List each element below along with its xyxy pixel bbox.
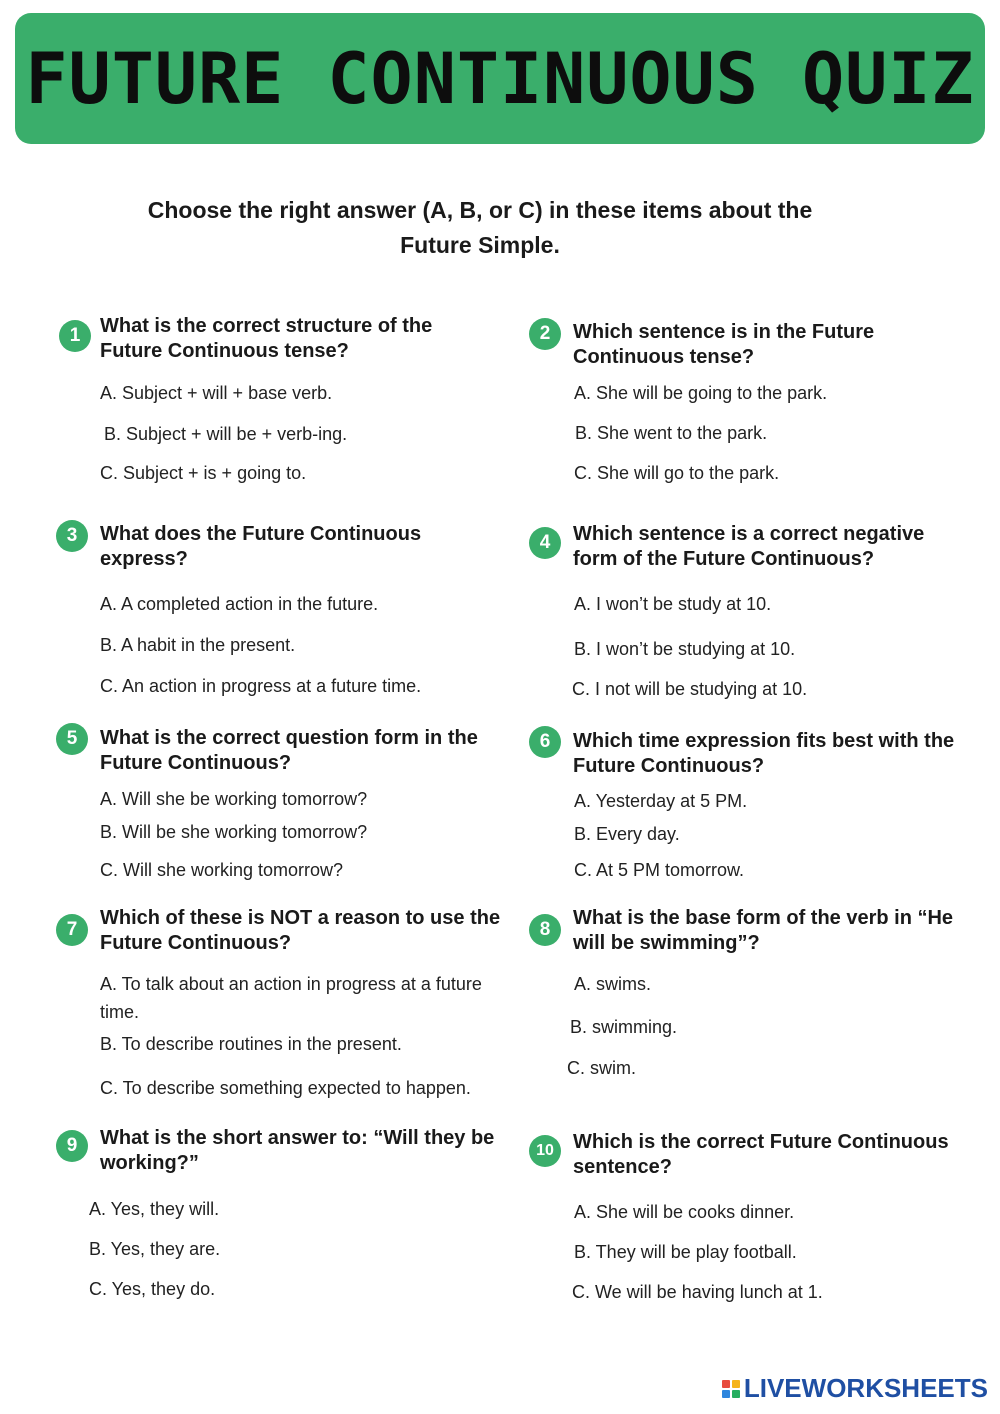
liveworksheets-logo-icon [722, 1380, 740, 1398]
answer-option-b[interactable]: B. A habit in the present. [100, 635, 296, 655]
answer-option-a[interactable]: A. Yes, they will. [89, 1199, 220, 1219]
question-text: Which sentence is in the Future Continuous tense? [573, 321, 875, 368]
answer-option-b[interactable]: B. They will be play football. [574, 1242, 797, 1262]
answer-option-b[interactable]: B. She went to the park. [575, 423, 768, 443]
question-text: What does the Future Continuous express? [100, 523, 422, 570]
answer-option-a[interactable]: A. She will be cooks dinner. [574, 1202, 795, 1222]
answer-option-a[interactable]: A. I won’t be study at 10. [574, 594, 772, 614]
answer-option-b[interactable]: B. Every day. [574, 824, 680, 844]
answer-option-b[interactable]: B. Subject + will be + verb-ing. [104, 424, 348, 444]
question-text: Which is the correct Future Continuous sentence? [573, 1131, 949, 1178]
question-number-badge: 9 [56, 1130, 88, 1162]
answer-option-a[interactable]: A. She will be going to the park. [574, 383, 828, 403]
answer-option-c[interactable]: C. We will be having lunch at 1. [572, 1282, 823, 1302]
logo-text: LIVEWORKSHEETS [743, 1373, 988, 1403]
question-text: Which of these is NOT a reason to use the Future Continuous? [100, 907, 501, 954]
answer-option-a[interactable]: A. To talk about an action in progress at a future time. [100, 974, 482, 1022]
answer-option-c[interactable]: C. At 5 PM tomorrow. [574, 860, 745, 880]
answer-option-c[interactable]: C. An action in progress at a future time. [100, 676, 422, 696]
question-text: What is the base form of the verb in “He will be swimming”? [573, 907, 954, 954]
question-number-badge: 4 [529, 527, 561, 559]
answer-option-a[interactable]: A. Will she be working tomorrow? [100, 789, 368, 809]
question-number-badge: 3 [56, 520, 88, 552]
question-number-badge: 10 [529, 1135, 561, 1167]
question-number-badge: 7 [56, 914, 88, 946]
answer-option-a[interactable]: A. swims. [574, 974, 652, 994]
answer-option-a[interactable]: A. Yesterday at 5 PM. [574, 791, 748, 811]
page-title: FUTURE CONTINUOUS QUIZ [25, 37, 975, 120]
answer-option-c[interactable]: C. To describe something expected to happen. [100, 1078, 471, 1098]
answer-option-b[interactable]: B. swimming. [570, 1017, 678, 1037]
answer-option-a[interactable]: A. A completed action in the future. [100, 594, 379, 614]
answer-option-b[interactable]: B. To describe routines in the present. [100, 1034, 402, 1054]
answer-option-c[interactable]: C. Subject + is + going to. [100, 463, 307, 483]
answer-option-b[interactable]: B. I won’t be studying at 10. [574, 639, 796, 659]
question-text: Which sentence is a correct negative form of the Future Continuous? [573, 523, 925, 570]
question-number-badge: 6 [529, 726, 561, 758]
question-text: What is the correct question form in the Future Continuous? [100, 727, 478, 774]
question-number-badge: 1 [59, 320, 91, 352]
question-text: Which time expression fits best with the Future Continuous? [573, 730, 955, 777]
answer-option-a[interactable]: A. Subject + will + base verb. [100, 383, 333, 403]
question-number-badge: 5 [56, 723, 88, 755]
answer-option-c[interactable]: C. swim. [567, 1058, 636, 1078]
answer-option-c[interactable]: C. She will go to the park. [574, 463, 780, 483]
instructions: Choose the right answer (A, B, or C) in these items about the Future Simple. [147, 197, 813, 258]
answer-option-b[interactable]: B. Will be she working tomorrow? [100, 822, 368, 842]
answer-option-c[interactable]: C. Will she working tomorrow? [100, 860, 344, 880]
title-banner [15, 13, 985, 144]
answer-option-c[interactable]: C. I not will be studying at 10. [572, 679, 808, 699]
question-number-badge: 2 [529, 318, 561, 350]
question-number-badge: 8 [529, 914, 561, 946]
question-text: What is the short answer to: “Will they be working?” [100, 1127, 495, 1174]
question-text: What is the correct structure of the Future Continuous tense? [100, 315, 433, 362]
answer-option-c[interactable]: C. Yes, they do. [89, 1279, 216, 1299]
answer-option-b[interactable]: B. Yes, they are. [89, 1239, 221, 1259]
liveworksheets-logo[interactable] [722, 1373, 988, 1404]
